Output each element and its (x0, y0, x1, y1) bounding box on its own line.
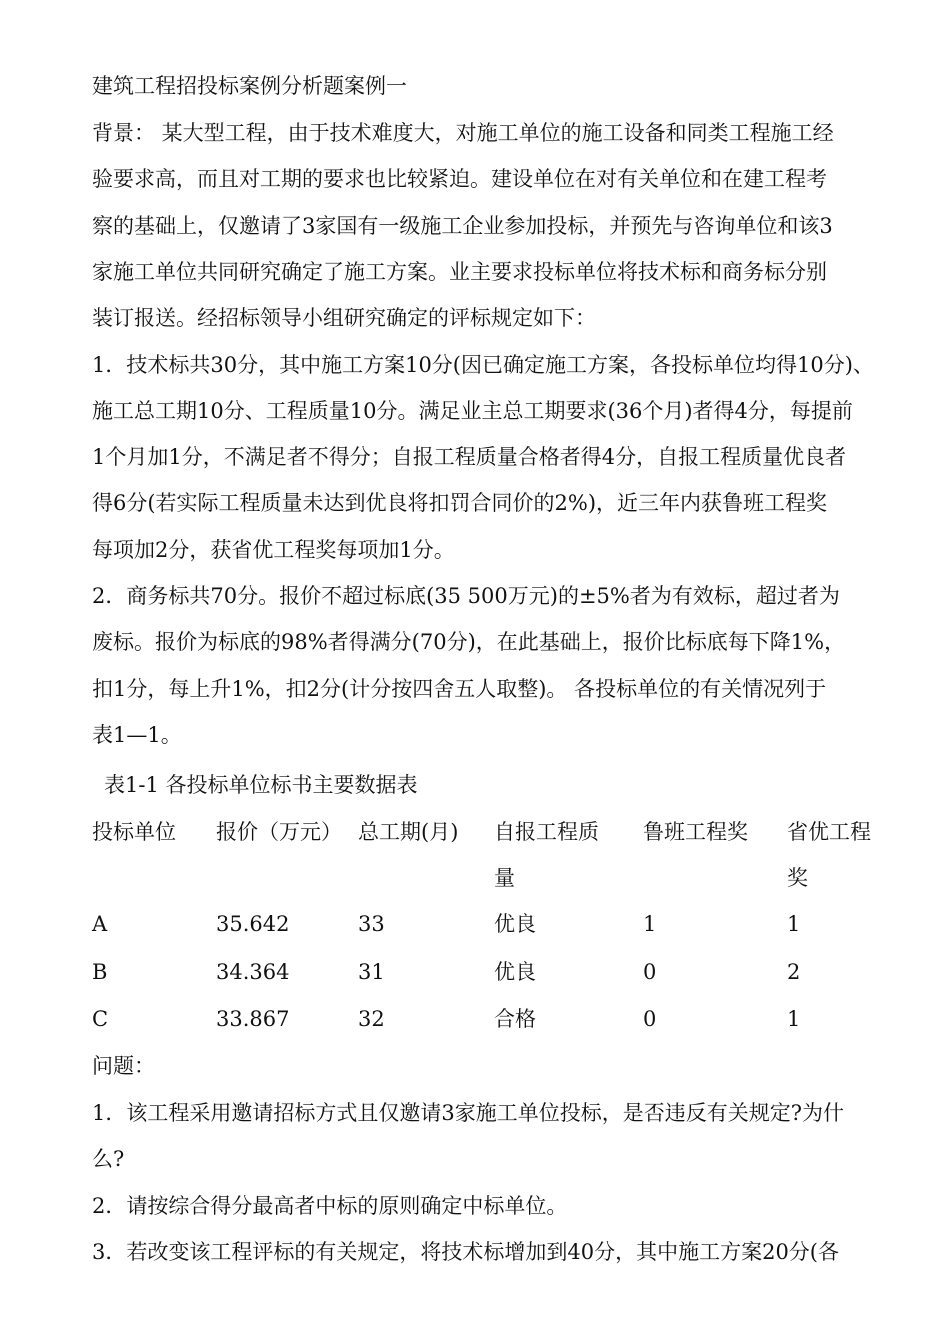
table-cell: 2 (787, 960, 801, 984)
table-cell: 31 (358, 960, 385, 984)
background-line: 装订报送。经招标领导小组研究确定的评标规定如下： (92, 306, 596, 331)
table-cell: 33.867 (216, 1007, 290, 1031)
table-cell: 优良 (494, 960, 536, 984)
background-line: 施工总工期10分、工程质量10分。满足业主总工期要求(36个月)者得4分，每提前 (92, 398, 853, 423)
table-header-cell: 自报工程质 (494, 820, 599, 844)
table-header-cell: 奖 (787, 866, 808, 890)
questions-heading: 问题： (92, 1054, 155, 1078)
document-title: 建筑工程招投标案例分析题案例一 (92, 74, 407, 98)
table-caption: 表1-1 各投标单位标书主要数据表 (104, 773, 418, 797)
table-header-cell: 省优工程 (787, 820, 871, 844)
question-line: 1．该工程采用邀请招标方式且仅邀请3家施工单位投标，是否违反有关规定?为什 (92, 1101, 844, 1125)
table-cell: 合格 (494, 1007, 536, 1031)
table-cell: 1 (787, 912, 801, 936)
background-line: 表1—1。 (92, 722, 182, 747)
background-line: 2．商务标共70分。报价不超过标底(35 500万元)的±5%者为有效标，超过者为 (92, 584, 840, 608)
table-cell: 33 (358, 912, 385, 936)
background-line: 察的基础上，仅邀请了3家国有一级施工企业参加投标，并预先与咨询单位和该3 (92, 213, 833, 238)
background-line: 背景： 某大型工程，由于技术难度大，对施工单位的施工设备和同类工程施工经 (92, 121, 834, 145)
table-header-cell: 鲁班工程奖 (643, 820, 748, 844)
background-line: 废标。报价为标底的98%者得满分(70分)，在此基础上，报价比标底每下降1%， (92, 630, 846, 655)
table-cell: A (92, 912, 108, 936)
background-line: 得6分(若实际工程质量未达到优良将扣罚合同价的2%)，近三年内获鲁班工程奖 (92, 491, 828, 516)
background-line: 1个月加1分，不满足者不得分；自报工程质量合格者得4分，自报工程质量优良者 (92, 445, 847, 470)
table-cell: 0 (643, 960, 657, 984)
table-cell: 1 (787, 1007, 801, 1031)
table-cell: C (92, 1007, 109, 1031)
background-line: 家施工单位共同研究确定了施工方案。业主要求投标单位将技术标和商务标分别 (92, 259, 827, 284)
question-line: 3．若改变该工程评标的有关规定，将技术标增加到40分，其中施工方案20分(各 (92, 1240, 839, 1264)
table-cell: 32 (358, 1007, 385, 1031)
table-cell: 优良 (494, 912, 536, 936)
background-line: 验要求高，而且对工期的要求也比较紧迫。建设单位在对有关单位和在建工程考 (92, 167, 827, 192)
background-line: 扣1分，每上升1%，扣2分(计分按四舍五人取整)。 各投标单位的有关情况列于 (92, 676, 827, 701)
table-header-cell: 总工期(月) (358, 820, 459, 844)
background-line: 1．技术标共30分，其中施工方案10分(因已确定施工方案，各投标单位均得10分)、 (92, 352, 874, 377)
question-line: 2．请按综合得分最高者中标的原则确定中标单位。 (92, 1194, 568, 1218)
table-cell: B (92, 960, 108, 984)
table-header-cell: 报价（万元） (216, 820, 342, 844)
question-line: 么? (92, 1147, 125, 1171)
table-cell: 1 (643, 912, 657, 936)
table-header-cell: 量 (494, 866, 515, 890)
background-line: 每项加2分，获省优工程奖每项加1分。 (92, 537, 455, 562)
table-cell: 0 (643, 1007, 657, 1031)
table-header-cell: 投标单位 (92, 820, 176, 844)
table-cell: 35.642 (216, 912, 290, 936)
table-cell: 34.364 (216, 960, 290, 984)
